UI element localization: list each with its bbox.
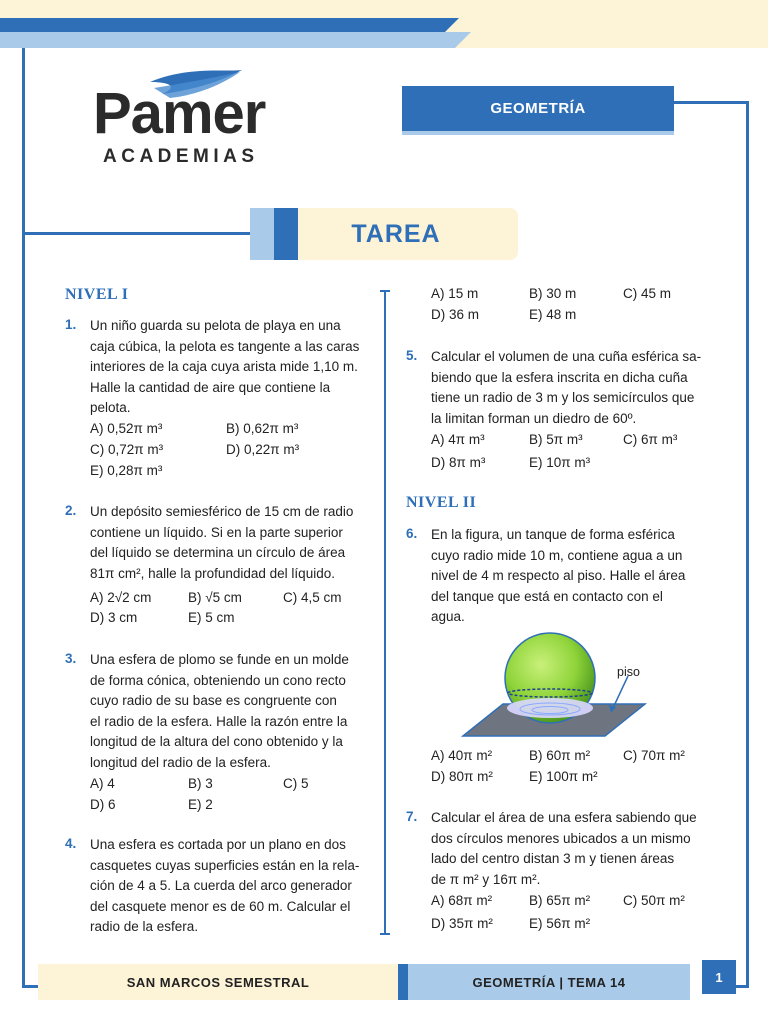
option-b: B) 60π m² [529, 748, 591, 763]
text-line: pelota. [90, 400, 131, 415]
text-line: Un niño guarda su pelota de playa en una [90, 318, 341, 333]
option-a: A) 68π m² [431, 893, 493, 908]
option-e: E) 5 cm [188, 610, 235, 625]
question-number: 7. [406, 809, 418, 824]
sphere-tank-figure [455, 630, 655, 742]
logo-text: Pamer [93, 81, 266, 146]
text-line: Calcular el volumen de una cuña esférica sa- [431, 349, 702, 364]
text-line: longitud de la altura del cono obtenido y la [90, 734, 343, 749]
text-line: longitud del radio de la esfera. [90, 754, 271, 770]
text-line: Una esfera de plomo se funde en un molde [90, 652, 349, 667]
text-line: radio de la esfera. [90, 919, 199, 934]
column-divider-bottom [380, 933, 390, 935]
question-3-text [90, 650, 364, 773]
column-divider-top [380, 290, 390, 292]
option-d: D) 35π m² [431, 916, 493, 931]
option-e: E) 10π m³ [529, 455, 591, 470]
option-d: D) 3 cm [90, 610, 138, 625]
option-d: D) 36 m [431, 307, 480, 322]
question-7-text [431, 808, 704, 890]
column-divider [384, 290, 386, 935]
option-b: B) √5 cm [188, 590, 242, 605]
question-number: 5. [406, 348, 418, 363]
question-4-text [90, 835, 364, 938]
question-number: 6. [406, 526, 418, 541]
text-line: Una esfera es cortada por un plano en dos [90, 837, 346, 852]
option-b: B) 3 [188, 776, 213, 791]
text-line: de π m² y 16π m². [431, 871, 541, 887]
text-line: agua. [431, 609, 465, 624]
text-line: cuyo radio mide 10 m, contiene agua a un [431, 547, 683, 563]
text-line: En la figura, un tanque de forma esférica [431, 527, 675, 542]
option-c: C) 0,72π m³ [90, 442, 164, 457]
text-line: del líquido se determina un círculo de área [90, 545, 346, 560]
level-heading-1: NIVEL I [65, 286, 129, 303]
option-a: A) 40π m² [431, 748, 493, 763]
text-line: casquetes cuyas superficies están en la rela- [90, 857, 360, 873]
text-line: cuyo radio de su base es congruente con [90, 693, 337, 708]
text-line: la limitan forman un diedro de 60º. [431, 410, 637, 426]
text-line: de forma cónica, obteniendo un cono recto [90, 672, 346, 688]
text-line: 81π cm², halle la profundidad del líquido. [90, 565, 335, 581]
option-d: D) 0,22π m³ [226, 442, 300, 457]
option-c: C) 70π m² [623, 748, 685, 763]
header-stripe-light [0, 32, 455, 48]
subject-title: GEOMETRÍA [402, 86, 674, 131]
option-c: C) 50π m² [623, 893, 685, 908]
question-number: 3. [65, 651, 77, 666]
text-line: tiene un radio de 3 m y los semicírculos que [431, 390, 695, 405]
question-5-text [431, 347, 704, 429]
section-title: TAREA [298, 208, 518, 260]
frame-right [746, 101, 749, 988]
header-stripe-dark [0, 18, 445, 32]
question-number: 1. [65, 317, 77, 332]
text-line: el radio de la esfera. Halle la razón entre la [90, 713, 348, 729]
text-line: del casquete menor es de 60 m. Calcular el [90, 898, 351, 914]
option-e: E) 48 m [529, 307, 577, 322]
footer-topic: GEOMETRÍA | TEMA 14 [408, 964, 690, 1000]
text-line: del tanque que está en contacto con el [431, 588, 663, 604]
text-line: lado del centro distan 3 m y tienen áreas [431, 851, 675, 866]
option-d: D) 6 [90, 797, 116, 812]
frame-bottom-right [735, 985, 749, 988]
figure-label-piso: piso [617, 665, 640, 679]
text-line: ción de 4 a 5. La cuerda del arco generador [90, 878, 352, 893]
option-a: A) 2√2 cm [90, 590, 152, 605]
header-stripe-dark-tip [445, 18, 459, 32]
option-d: D) 80π m² [431, 769, 493, 784]
question-1-text [90, 316, 364, 419]
frame-left [22, 48, 25, 988]
text-line: caja cúbica, la pelota es tangente a las caras [90, 338, 360, 354]
question-number: 2. [65, 503, 77, 518]
option-b: B) 5π m³ [529, 432, 583, 447]
option-a: A) 15 m [431, 286, 479, 301]
tarea-accent-dark [274, 208, 298, 260]
option-a: A) 4 [90, 776, 115, 791]
frame-right-top [672, 101, 749, 104]
option-a: A) 4π m³ [431, 432, 485, 447]
option-d: D) 8π m³ [431, 455, 486, 470]
text-line: dos círculos menores ubicados a un mismo [431, 830, 691, 846]
text-line: interiores de la caja cuya arista mide 1,10 m. [90, 359, 358, 374]
text-line: nivel de 4 m respecto al piso. Halle el área [431, 568, 686, 583]
option-c: C) 45 m [623, 286, 672, 301]
option-c: C) 6π m³ [623, 432, 678, 447]
text-line: Halle la cantidad de aire que contiene la [90, 379, 331, 395]
logo-subtitle: ACADEMIAS [103, 146, 259, 167]
question-2-text [90, 502, 364, 584]
option-c: C) 5 [283, 776, 309, 791]
option-b: B) 65π m² [529, 893, 591, 908]
subject-shadow [402, 131, 674, 135]
option-e: E) 56π m² [529, 916, 591, 931]
option-e: E) 100π m² [529, 769, 598, 784]
text-line: biendo que la esfera inscrita en dicha cuña [431, 369, 688, 385]
page-number: 1 [702, 960, 736, 994]
footer-separator [398, 964, 408, 1000]
level-heading-2: NIVEL II [406, 494, 477, 511]
question-6-text [431, 525, 704, 628]
text-line: Calcular el área de una esfera sabiendo que [431, 810, 697, 825]
option-a: A) 0,52π m³ [90, 421, 163, 436]
option-e: E) 2 [188, 797, 213, 812]
option-b: B) 0,62π m³ [226, 421, 299, 436]
footer-course: SAN MARCOS SEMESTRAL [38, 964, 398, 1000]
tarea-accent-light [250, 208, 274, 260]
option-e: E) 0,28π m³ [90, 463, 163, 478]
text-line: Un depósito semiesférico de 15 cm de radio [90, 504, 354, 519]
option-b: B) 30 m [529, 286, 577, 301]
question-number: 4. [65, 836, 77, 851]
text-line: contiene un líquido. Si en la parte superior [90, 524, 343, 540]
option-c: C) 4,5 cm [283, 590, 342, 605]
tarea-line [22, 232, 252, 235]
header-stripe-light-tip [455, 32, 471, 48]
